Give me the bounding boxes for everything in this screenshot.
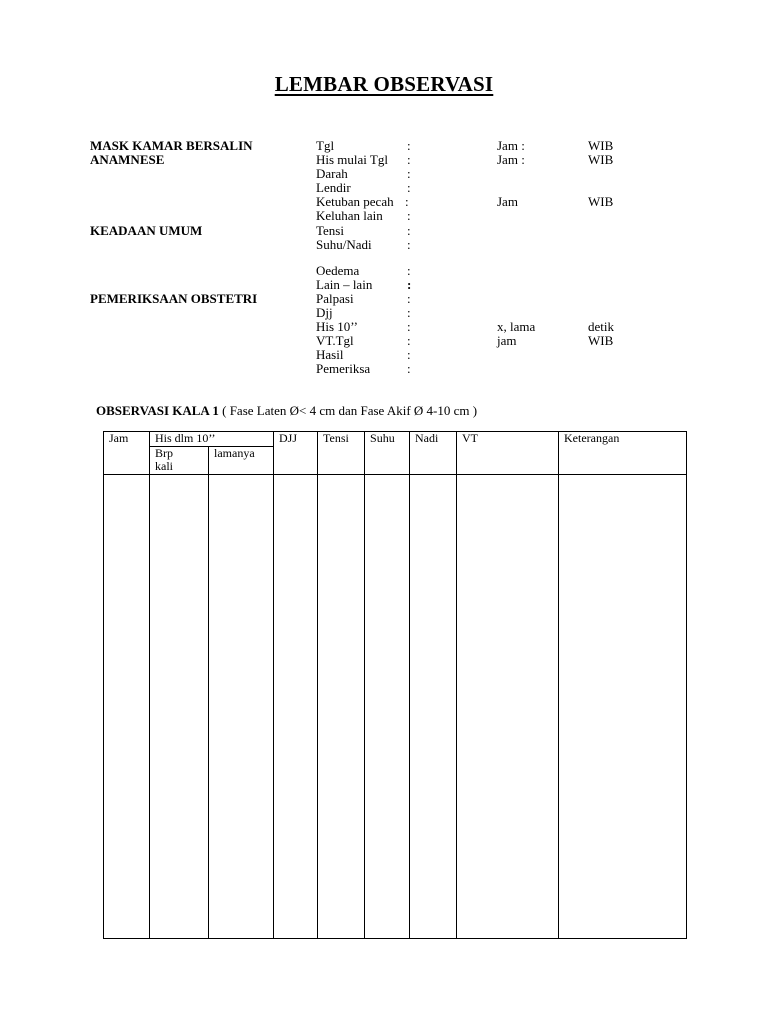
label-wib: WIB [588, 138, 614, 153]
colon: : [407, 138, 411, 153]
label-jam: jam [497, 333, 517, 348]
colon: : [407, 305, 411, 320]
cell-nadi[interactable] [410, 475, 457, 939]
label-wib: WIB [588, 194, 614, 209]
label-wib: WIB [588, 152, 614, 167]
field-lendir: Lendir [316, 180, 351, 195]
field-palpasi: Palpasi [316, 291, 354, 306]
field-ketuban-pecah: Ketuban pecah [316, 194, 394, 209]
cell-lamanya[interactable] [209, 475, 274, 939]
section-keadaan-umum: KEADAAN UMUM [90, 223, 203, 238]
colon: : [407, 319, 411, 334]
cell-jam[interactable] [104, 475, 150, 939]
colon: : [407, 237, 411, 252]
field-oedema: Oedema [316, 263, 360, 278]
colon: : [407, 277, 412, 292]
field-suhu-nadi: Suhu/Nadi [316, 237, 372, 252]
header-vt: VT [457, 432, 559, 475]
observasi-kala-1-heading [96, 403, 477, 419]
field-djj: Djj [316, 305, 333, 320]
header-djj: DJJ [274, 432, 318, 475]
field-hasil: Hasil [316, 347, 344, 362]
section-mask-kamar-bersalin: MASK KAMAR BERSALIN [90, 138, 253, 153]
field-lain-lain: Lain – lain [316, 277, 373, 292]
field-vt-tgl: VT.Tgl [316, 333, 354, 348]
colon: : [407, 263, 411, 278]
cell-djj[interactable] [274, 475, 318, 939]
field-pemeriksa: Pemeriksa [316, 361, 371, 376]
cell-vt[interactable] [457, 475, 559, 939]
colon: : [407, 347, 411, 362]
cell-suhu[interactable] [365, 475, 410, 939]
label-wib: WIB [588, 333, 614, 348]
colon: : [407, 361, 411, 376]
colon: : [407, 223, 411, 238]
label-x-lama: x, lama [497, 319, 536, 334]
label-jam: Jam : [497, 138, 525, 153]
header-jam: Jam [104, 432, 150, 475]
table-row [104, 475, 687, 939]
field-darah: Darah [316, 166, 348, 181]
header-his-dlm-10: His dlm 10’’ [150, 432, 274, 447]
colon: : [407, 180, 411, 195]
field-his-mulai-tgl: His mulai Tgl [316, 152, 388, 167]
cell-brp-kali[interactable] [150, 475, 209, 939]
colon: : [405, 194, 409, 209]
colon: : [407, 333, 411, 348]
header-lamanya: lamanya [209, 447, 274, 475]
page-title: LEMBAR OBSERVASI [274, 72, 494, 96]
cell-keterangan[interactable] [559, 475, 687, 939]
field-tensi: Tensi [316, 223, 344, 238]
colon: : [407, 208, 411, 223]
label-jam: Jam [497, 194, 518, 209]
cell-tensi[interactable] [318, 475, 365, 939]
label-detik: detik [588, 319, 614, 334]
field-keluhan-lain: Keluhan lain [316, 208, 383, 223]
section-anamnese: ANAMNESE [90, 152, 165, 167]
field-his-10: His 10’’ [316, 319, 359, 334]
header-nadi: Nadi [410, 432, 457, 475]
header-tensi: Tensi [318, 432, 365, 475]
field-tgl: Tgl [316, 138, 335, 153]
colon: : [407, 166, 411, 181]
observasi-label: OBSERVASI KALA 1 [96, 403, 219, 418]
section-pemeriksaan-obstetri: PEMERIKSAAN OBSTETRI [90, 291, 258, 306]
label-jam: Jam : [497, 152, 525, 167]
observasi-phase-note: ( Fase Laten Ø< 4 cm dan Fase Akif Ø 4-10 cm ) [218, 403, 478, 418]
header-brp-kali: Brp kali [150, 447, 209, 475]
colon: : [407, 152, 411, 167]
colon: : [407, 291, 411, 306]
header-suhu: Suhu [365, 432, 410, 475]
observation-table [103, 431, 687, 939]
header-keterangan: Keterangan [559, 432, 687, 475]
